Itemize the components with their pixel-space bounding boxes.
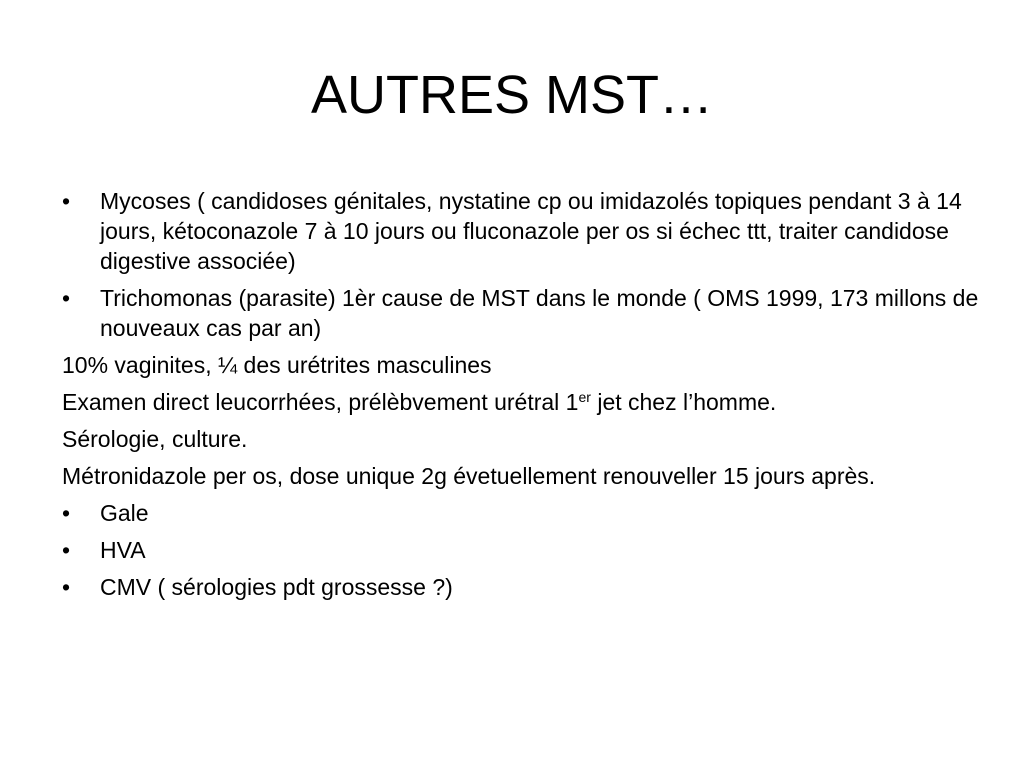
paragraph-examen-direct bbox=[62, 387, 982, 417]
list-item-text: Trichomonas (parasite) 1èr cause de MST dans le monde ( OMS 1999, 173 millons de nouveaux cas par an) bbox=[100, 285, 979, 341]
list-item-text: Gale bbox=[100, 500, 149, 526]
bullet-icon: • bbox=[62, 574, 71, 600]
paragraph-metronidazole bbox=[62, 461, 982, 491]
paragraph-text: Sérologie, culture. bbox=[62, 426, 248, 452]
paragraph-text: 10% vaginites, ¼ des urétrites masculines bbox=[62, 352, 492, 378]
paragraph-vaginites bbox=[62, 350, 982, 380]
slide-body bbox=[62, 186, 982, 609]
list-item-cmv bbox=[62, 572, 982, 602]
superscript-er: er bbox=[578, 389, 591, 405]
bullet-icon: • bbox=[62, 537, 71, 563]
list-item-text: HVA bbox=[100, 537, 146, 563]
list-item-hva bbox=[62, 535, 982, 565]
list-item-mycoses bbox=[62, 186, 982, 276]
paragraph-text-after: jet chez l’homme. bbox=[590, 389, 777, 415]
paragraph-serologie bbox=[62, 424, 982, 454]
bullet-icon: • bbox=[62, 285, 71, 311]
list-item-text: Mycoses ( candidoses génitales, nystatine cp ou imidazolés topiques pendant 3 à 14 jours, kétoconazole 7 à 10 jours ou fluconazole per os si échec ttt, traiter candidose digestive associée) bbox=[100, 188, 962, 274]
slide-title: AUTRES MST… bbox=[310, 65, 714, 125]
list-item-text: CMV ( sérologies pdt grossesse ?) bbox=[100, 574, 453, 600]
paragraph-text-before: Examen direct leucorrhées, prélèbvement urétral 1 bbox=[62, 389, 579, 415]
paragraph-text: Métronidazole per os, dose unique 2g évetuellement renouveller 15 jours après. bbox=[62, 463, 876, 489]
list-item-trichomonas bbox=[62, 283, 982, 343]
bullet-icon: • bbox=[62, 188, 71, 214]
list-item-gale bbox=[62, 498, 982, 528]
bullet-icon: • bbox=[62, 500, 71, 526]
